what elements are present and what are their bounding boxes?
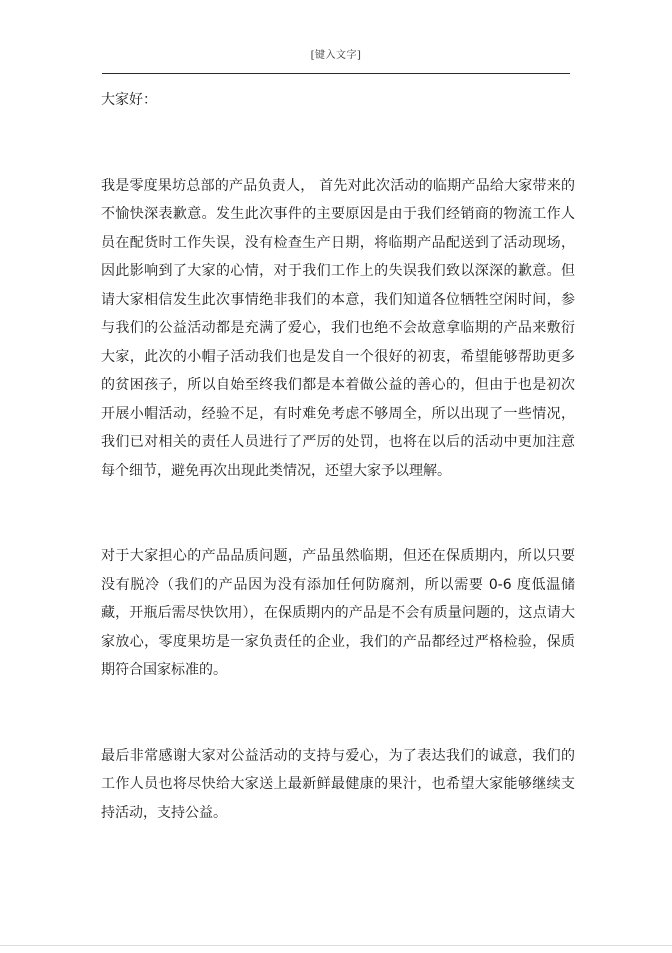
header-placeholder[interactable]: [键入文字] xyxy=(310,50,362,61)
paragraph-apology: 我是零度果坊总部的产品负责人， 首先对此次活动的临期产品给大家带来的不愉快深表歉意。发生此次事件的主要原因是由于我们经销商的物流工作人员在配货时工作失误，没有检查生产日期，将临期产品配送到了活动现场，因此影响到了大家的心情，对于我们工作上的失误我们致以深深的歉意。但请大家相信发生此次事情绝非我们的本意，我们知道各位牺牲空闲时间，参与我们的公益活动都是充满了爱心，我们也绝不会故意拿临期的产品来敷衍大家，此次的小帽子活动我们也是发自一个很好的初衷，希望能够帮助更多的贫困孩子，所以自始至终我们都是本着做公益的善心的，但由于也是初次开展小帽活动，经验不足，有时难免考虑不够周全，所以出现了一些情况，我们已对相关的责任人员进行了严厉的处罚，也将在以后的活动中更加注意每个细节，避免再次出现此类情况，还望大家予以理解。 xyxy=(101,177,575,479)
paragraph-spacer xyxy=(101,485,575,542)
greeting: 大家好： xyxy=(101,92,157,108)
paragraph-spacer xyxy=(101,685,575,742)
page-bottom-edge xyxy=(0,945,672,946)
paragraph-quality: 对于大家担心的产品品质问题，产品虽然临期，但还在保质期内，所以只要没有脱冷（我们的产品因为没有添加任何防腐剂，所以需要 0-6 度低温储藏，开瓶后需尽快饮用），在保质期内的产品是不会有质量问题的，这点请大家放心，零度果坊是一家负责任的企业，我们的产品都经过严格检验，保质期符合国家标准的。 xyxy=(101,548,575,678)
paragraph-thanks: 最后非常感谢大家对公益活动的支持与爱心，为了表达我们的诚意，我们的工作人员也将尽快给大家送上最新鲜最健康的果汁，也希望大家能够继续支持活动，支持公益。 xyxy=(101,747,575,821)
document-body xyxy=(101,86,575,827)
header-divider xyxy=(102,73,570,74)
paragraph-spacer xyxy=(101,115,575,172)
